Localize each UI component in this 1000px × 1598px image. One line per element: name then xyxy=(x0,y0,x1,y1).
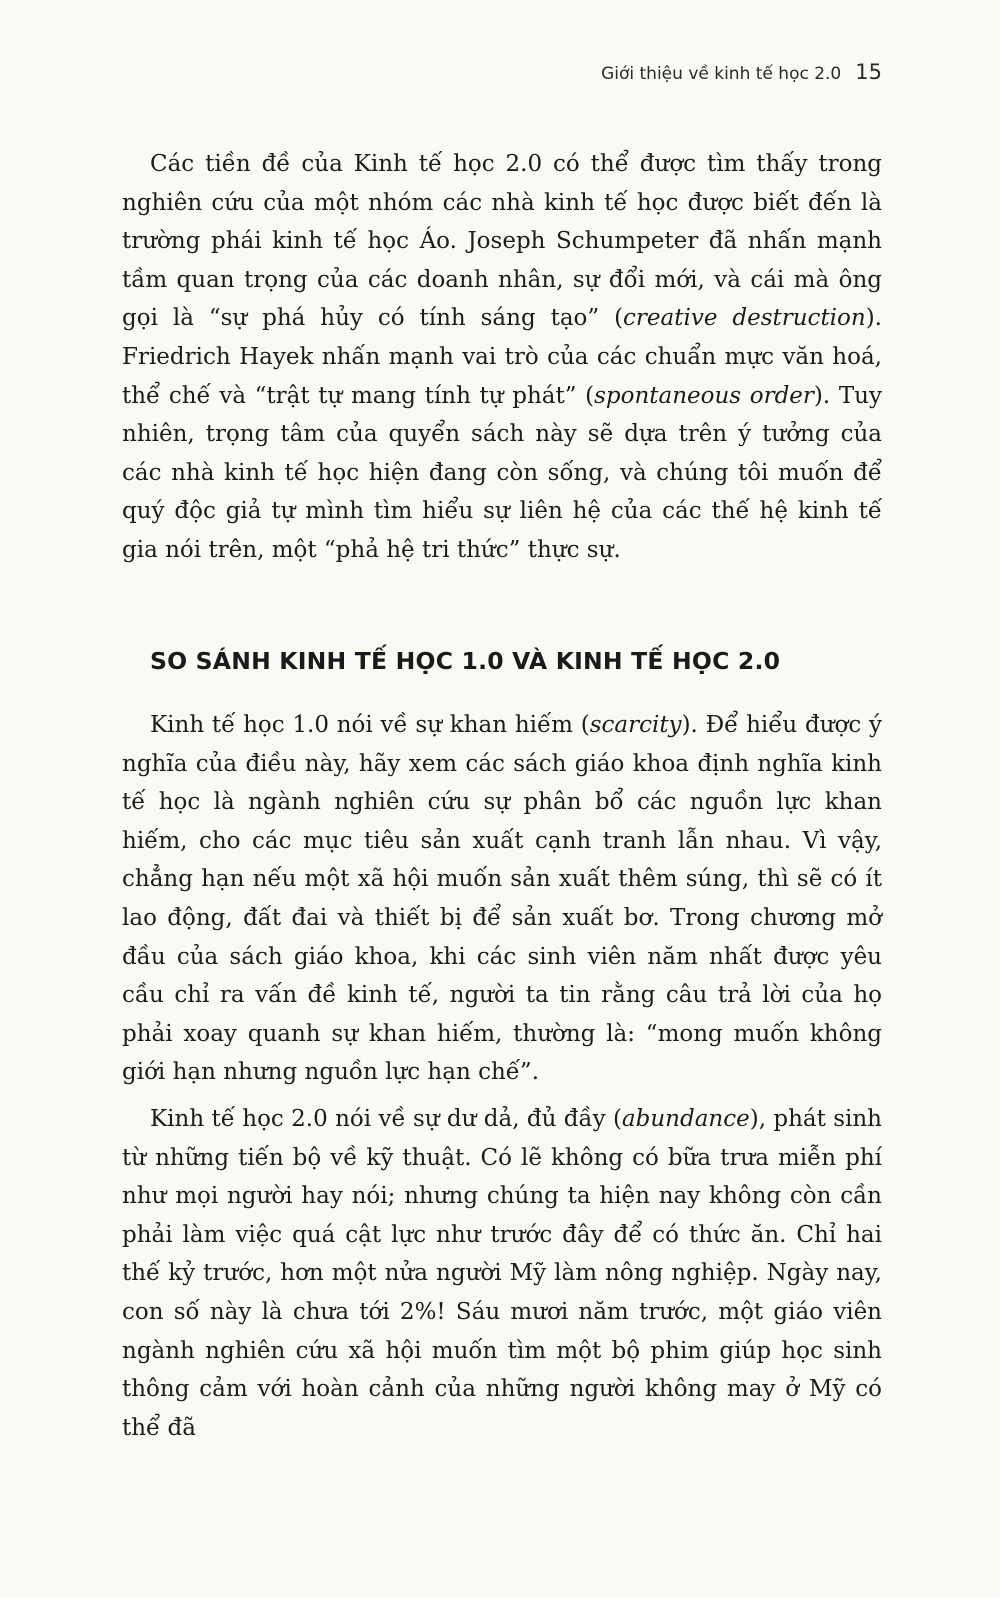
page-number: 15 xyxy=(855,60,882,84)
running-title: Giới thiệu về kinh tế học 2.0 xyxy=(601,64,842,84)
text-run: ). Tuy nhiên, trọng tâm của quyển sách này sẽ dựa trên ý tưởng của các nhà kinh tế học hiện đang còn sống, và chúng tôi muốn để quý độc giả tự mình tìm hiểu sự liên hệ của các thế hệ kinh tế gia nói trên, một “phả hệ tri thức” thực sự. xyxy=(122,382,882,563)
paragraph-scarcity xyxy=(122,706,882,1092)
italic-term: creative destruction xyxy=(623,305,866,332)
text-run: ), phát sinh từ những tiến bộ về kỹ thuật. Có lẽ không có bữa trưa miễn phí như mọi người hay nói; nhưng chúng ta hiện nay không còn cần phải làm việc quá cật lực như trước đây để có thức ăn. Chỉ hai thế kỷ trước, hơn một nửa người Mỹ làm nông nghiệp. Ngày nay, con số này là chưa tới 2%! Sáu mươi năm trước, một giáo viên ngành nghiên cứu xã hội muốn tìm một bộ phim giúp học sinh thông cảm với hoàn cảnh của những người không may ở Mỹ có thể đã xyxy=(122,1106,882,1441)
paragraph-text xyxy=(122,706,882,1092)
text-run: ). Để hiểu được ý nghĩa của điều này, hãy xem các sách giáo khoa định nghĩa kinh tế học là ngành nghiên cứu sự phân bổ các nguồn lực khan hiếm, cho các mục tiêu sản xuất cạnh tranh lẫn nhau. Vì vậy, chẳng hạn nếu một xã hội muốn sản xuất thêm súng, thì sẽ có ít lao động, đất đai và thiết bị để sản xuất bơ. Trong chương mở đầu của sách giáo khoa, khi các sinh viên năm nhất được yêu cầu chỉ ra vấn đề kinh tế, người ta tin rằng câu trả lời của họ phải xoay quanh sự khan hiếm, thường là: “mong muốn không giới hạn nhưng nguồn lực hạn chế”. xyxy=(122,712,882,1086)
paragraph-abundance xyxy=(122,1100,882,1447)
italic-term: abundance xyxy=(621,1106,750,1132)
paragraph-austrian-school xyxy=(122,145,882,570)
text-run: Kinh tế học 2.0 nói về sự dư dả, đủ đầy ( xyxy=(150,1106,622,1132)
section-heading: SO SÁNH KINH TẾ HỌC 1.0 VÀ KINH TẾ HỌC 2.0 xyxy=(150,647,781,675)
text-run: Các tiền đề của Kinh tế học 2.0 có thể được tìm thấy trong nghiên cứu của một nhóm các nhà kinh tế học được biết đến là trường phái kinh tế học Áo. Joseph Schumpeter đã nhấn mạnh tầm quan trọng của các doanh nhân, sự đổi mới, và cái mà ông gọi là “sự phá hủy có tính sáng tạo” ( xyxy=(122,151,882,332)
italic-term: scarcity xyxy=(589,712,682,738)
text-run: Kinh tế học 1.0 nói về sự khan hiếm ( xyxy=(150,712,590,738)
paragraph-text xyxy=(122,1100,882,1447)
paragraph-text xyxy=(122,145,882,570)
italic-term: spontaneous order xyxy=(594,382,814,409)
running-header xyxy=(601,60,882,84)
text-run: ). Friedrich Hayek nhấn mạnh vai trò của các chuẩn mực văn hoá, thể chế và “trật tự mang tính tự phát” ( xyxy=(122,305,882,409)
